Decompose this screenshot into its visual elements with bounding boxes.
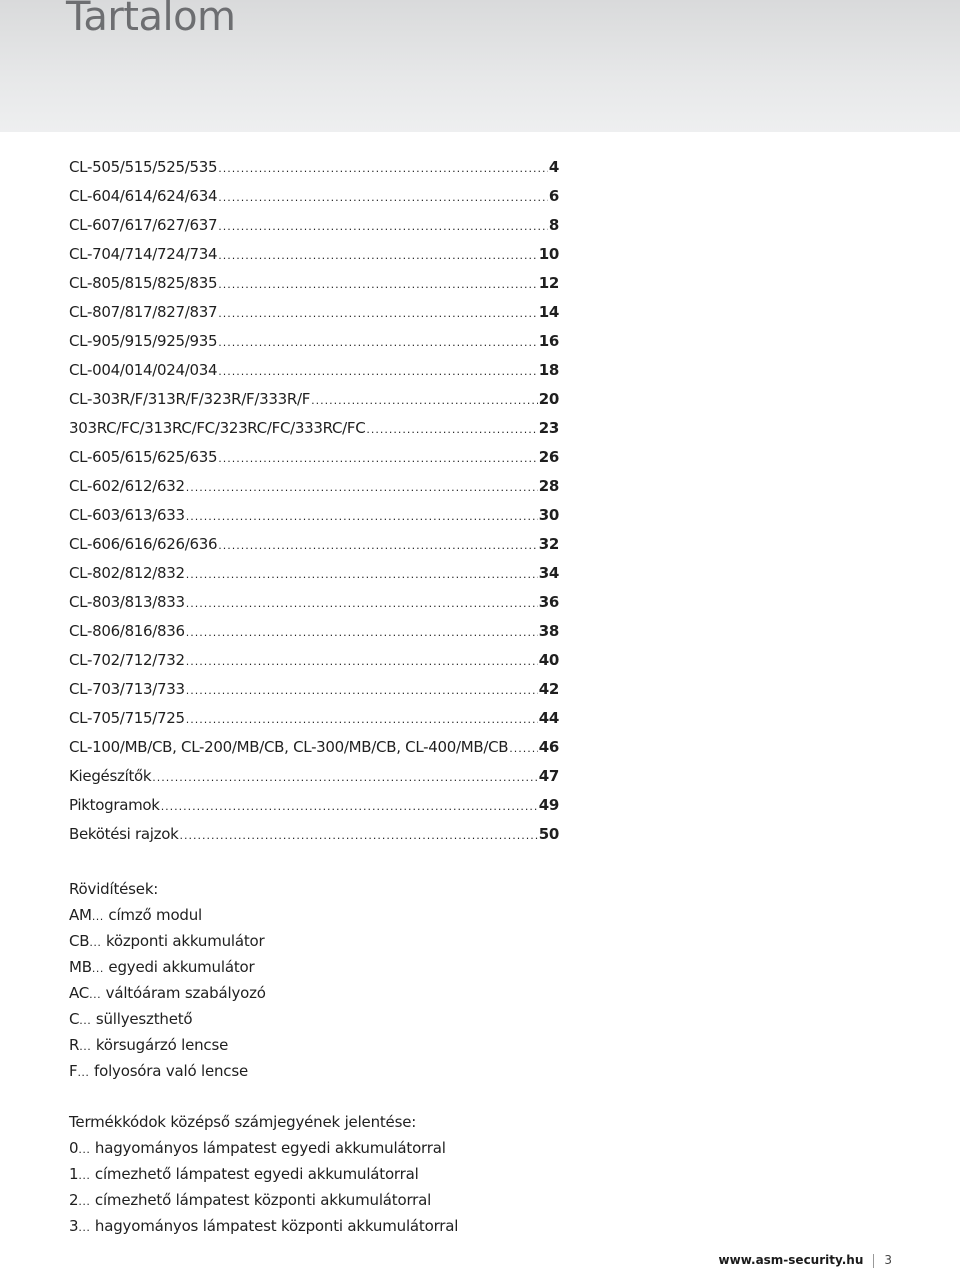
toc-dot-leader [186, 481, 538, 494]
codes-list [69, 1135, 458, 1239]
abbreviation-row [69, 902, 266, 928]
toc-entry-page: 14 [538, 303, 559, 321]
toc-entry-page: 20 [538, 390, 559, 408]
toc-dot-leader [161, 800, 538, 813]
toc-entry-page: 36 [538, 593, 559, 611]
abbreviation-row-text: címző modul [108, 906, 203, 924]
toc-entry[interactable] [69, 796, 559, 825]
toc-entry[interactable] [69, 738, 559, 767]
toc-entry[interactable] [69, 332, 559, 361]
abbreviation-row-dots: ... [79, 1014, 92, 1027]
toc-dot-leader [218, 278, 537, 291]
toc-entry-page: 49 [538, 796, 559, 814]
toc-entry-label: CL-803/813/833 [69, 593, 185, 611]
toc-entry[interactable] [69, 448, 559, 477]
code-row [69, 1161, 458, 1187]
abbreviation-row-dots: ... [79, 1040, 92, 1053]
toc-entry[interactable] [69, 419, 559, 448]
toc-entry[interactable] [69, 825, 559, 854]
toc-dot-leader [186, 597, 538, 610]
toc-entry-page: 30 [538, 506, 559, 524]
table-of-contents [69, 158, 559, 854]
code-row-text: címezhető lámpatest központi akkumulátorral [94, 1191, 432, 1209]
toc-dot-leader [218, 191, 548, 204]
toc-entry-label: CL-905/915/925/935 [69, 332, 218, 350]
toc-dot-leader [186, 626, 538, 639]
toc-entry-page: 4 [548, 158, 559, 176]
toc-entry-page: 26 [538, 448, 559, 466]
abbreviations-title: Rövidítések: [69, 880, 159, 898]
abbreviation-row-text: süllyeszthető [95, 1010, 193, 1028]
toc-dot-leader [366, 423, 537, 436]
toc-entry-label: Bekötési rajzok [69, 825, 179, 843]
abbreviation-row-dots: ... [91, 962, 104, 975]
toc-dot-leader [152, 771, 537, 784]
toc-entry-page: 23 [538, 419, 559, 437]
toc-entry[interactable] [69, 187, 559, 216]
toc-entry[interactable] [69, 506, 559, 535]
abbreviation-row-key: MB [69, 958, 92, 976]
abbreviations-section [69, 876, 266, 1084]
abbreviation-row-dots: ... [89, 936, 102, 949]
abbreviation-row-key: AC [69, 984, 90, 1002]
code-row [69, 1213, 458, 1239]
code-row-text: hagyományos lámpatest központi akkumulátorral [94, 1217, 459, 1235]
toc-dot-leader [186, 713, 538, 726]
abbreviation-row-text: váltóáram szabályozó [105, 984, 266, 1002]
footer-page-number: 3 [884, 1253, 892, 1267]
toc-entry-page: 10 [538, 245, 559, 263]
abbreviation-row-dots: ... [77, 1066, 90, 1079]
toc-entry[interactable] [69, 680, 559, 709]
toc-entry-page: 16 [538, 332, 559, 350]
toc-entry-page: 40 [538, 651, 559, 669]
toc-entry-label: CL-004/014/024/034 [69, 361, 218, 379]
toc-entry-label: CL-505/515/525/535 [69, 158, 218, 176]
code-row-text: címezhető lámpatest egyedi akkumulátorral [94, 1165, 419, 1183]
page-title: Tartalom [66, 0, 236, 40]
toc-entry-page: 42 [538, 680, 559, 698]
abbreviation-row-key: F [69, 1062, 78, 1080]
toc-entry-label: CL-805/815/825/835 [69, 274, 218, 292]
toc-entry[interactable] [69, 535, 559, 564]
toc-dot-leader [186, 655, 538, 668]
abbreviation-row-key: CB [69, 932, 90, 950]
toc-entry[interactable] [69, 361, 559, 390]
toc-entry-label: CL-705/715/725 [69, 709, 185, 727]
toc-entry-label: CL-802/812/832 [69, 564, 185, 582]
toc-dot-leader [218, 220, 548, 233]
toc-entry-label: CL-606/616/626/636 [69, 535, 218, 553]
toc-entry-label: Piktogramok [69, 796, 160, 814]
toc-entry-label: CL-605/615/625/635 [69, 448, 218, 466]
toc-entry[interactable] [69, 622, 559, 651]
code-row-dots: ... [78, 1169, 91, 1182]
toc-dot-leader [218, 336, 537, 349]
toc-dot-leader [186, 510, 538, 523]
code-row-key: 0 [69, 1139, 79, 1157]
toc-entry-page: 34 [538, 564, 559, 582]
toc-dot-leader [218, 307, 537, 320]
abbreviation-row [69, 1058, 266, 1084]
code-row-dots: ... [78, 1195, 91, 1208]
toc-entry[interactable] [69, 709, 559, 738]
toc-entry-label: CL-607/617/627/637 [69, 216, 218, 234]
code-row-key: 1 [69, 1165, 79, 1183]
code-row [69, 1135, 458, 1161]
codes-title: Termékkódok középső számjegyének jelentése: [69, 1113, 417, 1131]
abbreviation-row [69, 1006, 266, 1032]
toc-entry-page: 32 [538, 535, 559, 553]
toc-entry-page: 38 [538, 622, 559, 640]
toc-entry-label: CL-603/613/633 [69, 506, 185, 524]
abbreviations-list [69, 902, 266, 1084]
toc-entry-label: CL-703/713/733 [69, 680, 185, 698]
toc-dot-leader [218, 452, 537, 465]
toc-entry-page: 18 [538, 361, 559, 379]
footer-url[interactable]: www.asm-security.hu [718, 1253, 864, 1267]
toc-entry-page: 47 [538, 767, 559, 785]
code-row-key: 2 [69, 1191, 79, 1209]
code-row [69, 1187, 458, 1213]
footer-divider [873, 1254, 874, 1268]
codes-section [69, 1109, 458, 1239]
toc-entry-label: CL-602/612/632 [69, 477, 185, 495]
abbreviation-row-key: C [69, 1010, 80, 1028]
abbreviation-row [69, 980, 266, 1006]
code-row-dots: ... [78, 1221, 91, 1234]
toc-entry-page: 50 [538, 825, 559, 843]
toc-entry-label: 303RC/FC/313RC/FC/323RC/FC/333RC/FC [69, 419, 366, 437]
abbreviation-row-text: egyedi akkumulátor [108, 958, 255, 976]
toc-entry-label: CL-303R/F/313R/F/323R/F/333R/F [69, 390, 311, 408]
toc-entry[interactable] [69, 245, 559, 274]
toc-dot-leader [218, 365, 537, 378]
toc-entry[interactable] [69, 651, 559, 680]
toc-entry-label: CL-604/614/624/634 [69, 187, 218, 205]
abbreviation-row-text: folyosóra való lencse [94, 1062, 248, 1080]
header-band [0, 0, 960, 132]
abbreviation-row [69, 928, 266, 954]
toc-dot-leader [218, 249, 537, 262]
abbreviation-row-text: központi akkumulátor [105, 932, 265, 950]
abbreviation-row-key: R [69, 1036, 80, 1054]
toc-entry-page: 28 [538, 477, 559, 495]
toc-entry[interactable] [69, 477, 559, 506]
abbreviation-row-dots: ... [89, 988, 102, 1001]
toc-entry[interactable] [69, 216, 559, 245]
toc-dot-leader [311, 394, 538, 407]
toc-entry[interactable] [69, 564, 559, 593]
abbreviation-row [69, 1032, 266, 1058]
toc-entry-page: 12 [538, 274, 559, 292]
toc-entry[interactable] [69, 767, 559, 796]
toc-entry[interactable] [69, 303, 559, 332]
toc-dot-leader [218, 539, 537, 552]
abbreviation-row-dots: ... [91, 910, 104, 923]
code-row-text: hagyományos lámpatest egyedi akkumulátorral [94, 1139, 446, 1157]
footer [719, 1253, 892, 1268]
abbreviation-row-text: körsugárzó lencse [95, 1036, 229, 1054]
code-row-key: 3 [69, 1217, 79, 1235]
toc-entry-label: CL-807/817/827/837 [69, 303, 218, 321]
toc-dot-leader [179, 829, 537, 842]
abbreviation-row-key: AM [69, 906, 92, 924]
toc-entry-label: CL-806/816/836 [69, 622, 185, 640]
toc-entry[interactable] [69, 390, 559, 419]
toc-entry-label: CL-702/712/732 [69, 651, 185, 669]
toc-entry-page: 44 [538, 709, 559, 727]
toc-dot-leader [509, 742, 537, 755]
toc-entry-label: CL-100/MB/CB, CL-200/MB/CB, CL-300/MB/CB, CL-400/MB/CB [69, 738, 509, 756]
toc-dot-leader [186, 684, 538, 697]
toc-entry[interactable] [69, 274, 559, 303]
toc-dot-leader [186, 568, 538, 581]
toc-dot-leader [218, 162, 548, 175]
toc-entry-page: 46 [538, 738, 559, 756]
toc-entry[interactable] [69, 593, 559, 622]
code-row-dots: ... [78, 1143, 91, 1156]
toc-entry[interactable] [69, 158, 559, 187]
toc-entry-label: CL-704/714/724/734 [69, 245, 218, 263]
toc-entry-page: 6 [548, 187, 559, 205]
toc-entry-label: Kiegészítők [69, 767, 152, 785]
abbreviation-row [69, 954, 266, 980]
toc-entry-page: 8 [548, 216, 559, 234]
